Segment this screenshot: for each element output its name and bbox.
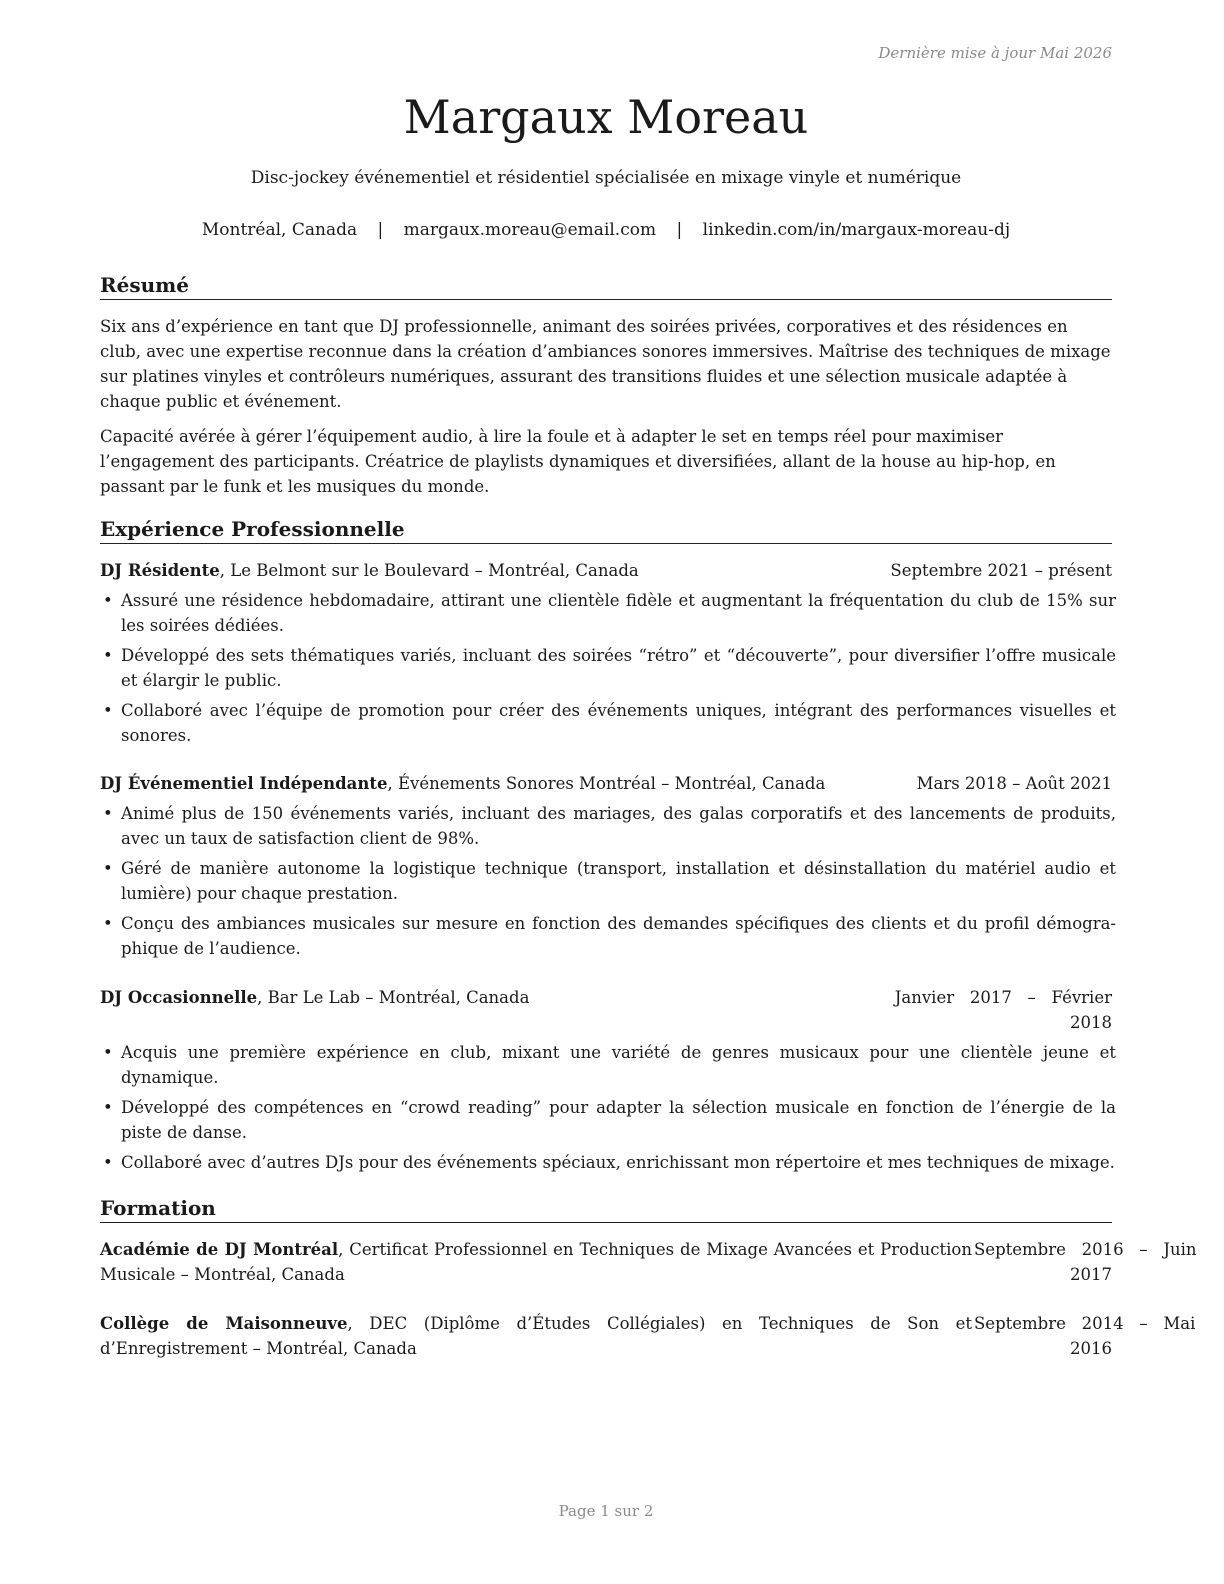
education-dates-line2: 2017 [1070, 1265, 1112, 1284]
education-dates [974, 1237, 1197, 1287]
list-item: • Géré de manière autonome la logistique technique (transport, installation et désinstallation du matériel audio et lumière) pour chaque prestation. [100, 856, 1116, 906]
contact-email[interactable]: margaux.moreau@email.com [403, 220, 657, 240]
job-bullets [100, 1040, 1116, 1180]
job-header [100, 771, 1112, 796]
section-title-education: Formation [100, 1195, 1112, 1223]
job-role: DJ Occasionnelle [100, 988, 258, 1007]
candidate-name: Margaux Moreau [403, 90, 809, 144]
resume-page [100, 0, 1197, 1584]
list-item: • Développé des compétences en “crowd reading” pour adapter la sélection musicale en fonction de l’énergie de la piste de danse. [100, 1095, 1116, 1145]
summary-paragraph: Capacité avérée à gérer l’équipement audio, à lire la foule et à adapter le set en temps réel pour maximiser l’engagement des participants. Créatrice de playlists dynamiques et diversifiées, allant de la house au hip-hop, en passant par le funk et les musiques du monde. [100, 427, 1056, 496]
education-details: , Certificat Professionnel en Techniques de Mixage Avancées et Production Musicale – Montréal, Canada [100, 1240, 972, 1284]
job-dates: Septembre 2021 – présent [890, 561, 1112, 580]
job-dates [895, 985, 1112, 1035]
job-role: DJ Événementiel Indépendante [100, 774, 388, 793]
education-school: Collège de Maisonneuve [100, 1314, 348, 1333]
job-role: DJ Résidente [100, 561, 220, 580]
summary-paragraph: Six ans d’expérience en tant que DJ professionnelle, animant des soirées privées, corporatives et des résidences en club, avec une expertise reconnue dans la création d’ambiances sonores immersives. Maîtrise des techniques de mixage sur platines vinyles et contrôleurs numériques, assurant des transitions fluides et une sélection musicale adaptée à chaque public et événement. [100, 317, 1111, 411]
job-place: , Le Belmont sur le Boulevard – Montréal, Canada [219, 561, 639, 580]
education-dates [974, 1311, 1196, 1361]
job-place: , Événements Sonores Montréal – Montréal, Canada [387, 774, 826, 793]
list-item: • Collaboré avec d’autres DJs pour des événements spéciaux, enrichissant mon répertoire et mes techniques de mixage. [100, 1150, 1116, 1175]
last-updated: Dernière mise à jour Mai 2026 [878, 44, 1112, 62]
education-dates-line1: Septembre 2014 – Mai [974, 1314, 1196, 1333]
education-dates-line1: Septembre 2016 – Juin [974, 1240, 1197, 1259]
job-dates-line1: Janvier 2017 – Février [894, 988, 1112, 1007]
job-place: , Bar Le Lab – Montréal, Canada [257, 988, 530, 1007]
list-item: • Animé plus de 150 événements variés, incluant des mariages, des galas corporatifs et des lancements de produits, avec un taux de satisfaction client de 98%. [100, 801, 1116, 851]
section-title-experience: Expérience Professionnelle [100, 516, 1112, 544]
list-item: • Conçu des ambiances musicales sur mesure en fonction des demandes spécifiques des clients et du profil démogra-phique de l’audience. [100, 911, 1116, 961]
contact-separator: | [377, 220, 384, 240]
job-bullets [100, 588, 1116, 753]
section-title-summary: Résumé [100, 272, 1112, 300]
job-bullets [100, 801, 1116, 966]
contact-separator: | [676, 220, 683, 240]
list-item: • Développé des sets thématiques variés, incluant des soirées “rétro” et “découverte”, pour diversifier l’offre musicale et élargir le public. [100, 643, 1116, 693]
tagline: Disc-jockey événementiel et résidentiel spécialisée en mixage vinyle et numérique [250, 168, 962, 188]
job-dates-line2: 2018 [1070, 1013, 1112, 1032]
list-item: • Assuré une résidence hebdomadaire, attirant une clientèle fidèle et augmentant la fréquentation du club de 15% sur les soirées dédiées. [100, 588, 1116, 638]
education-dates-line2: 2016 [1070, 1339, 1112, 1358]
education-school: Académie de DJ Montréal [100, 1240, 339, 1259]
list-item: • Acquis une première expérience en club, mixant une variété de genres musicaux pour une clientèle jeune et dynamique. [100, 1040, 1116, 1090]
education-details: , DEC (Diplôme d’Études Collégiales) en Techniques de Son et d’Enregistrement – Montréal, Canada [100, 1314, 972, 1358]
job-header [100, 985, 1112, 1035]
page-number: Page 1 sur 2 [558, 1502, 654, 1520]
list-item: • Collaboré avec l’équipe de promotion pour créer des événements uniques, intégrant des performances visuelles et sonores. [100, 698, 1116, 748]
contact-line [100, 220, 1112, 240]
contact-location: Montréal, Canada [201, 220, 358, 240]
job-header [100, 558, 1112, 583]
job-dates: Mars 2018 – Août 2021 [916, 774, 1112, 793]
contact-linkedin[interactable]: linkedin.com/in/margaux-moreau-dj [702, 220, 1011, 240]
